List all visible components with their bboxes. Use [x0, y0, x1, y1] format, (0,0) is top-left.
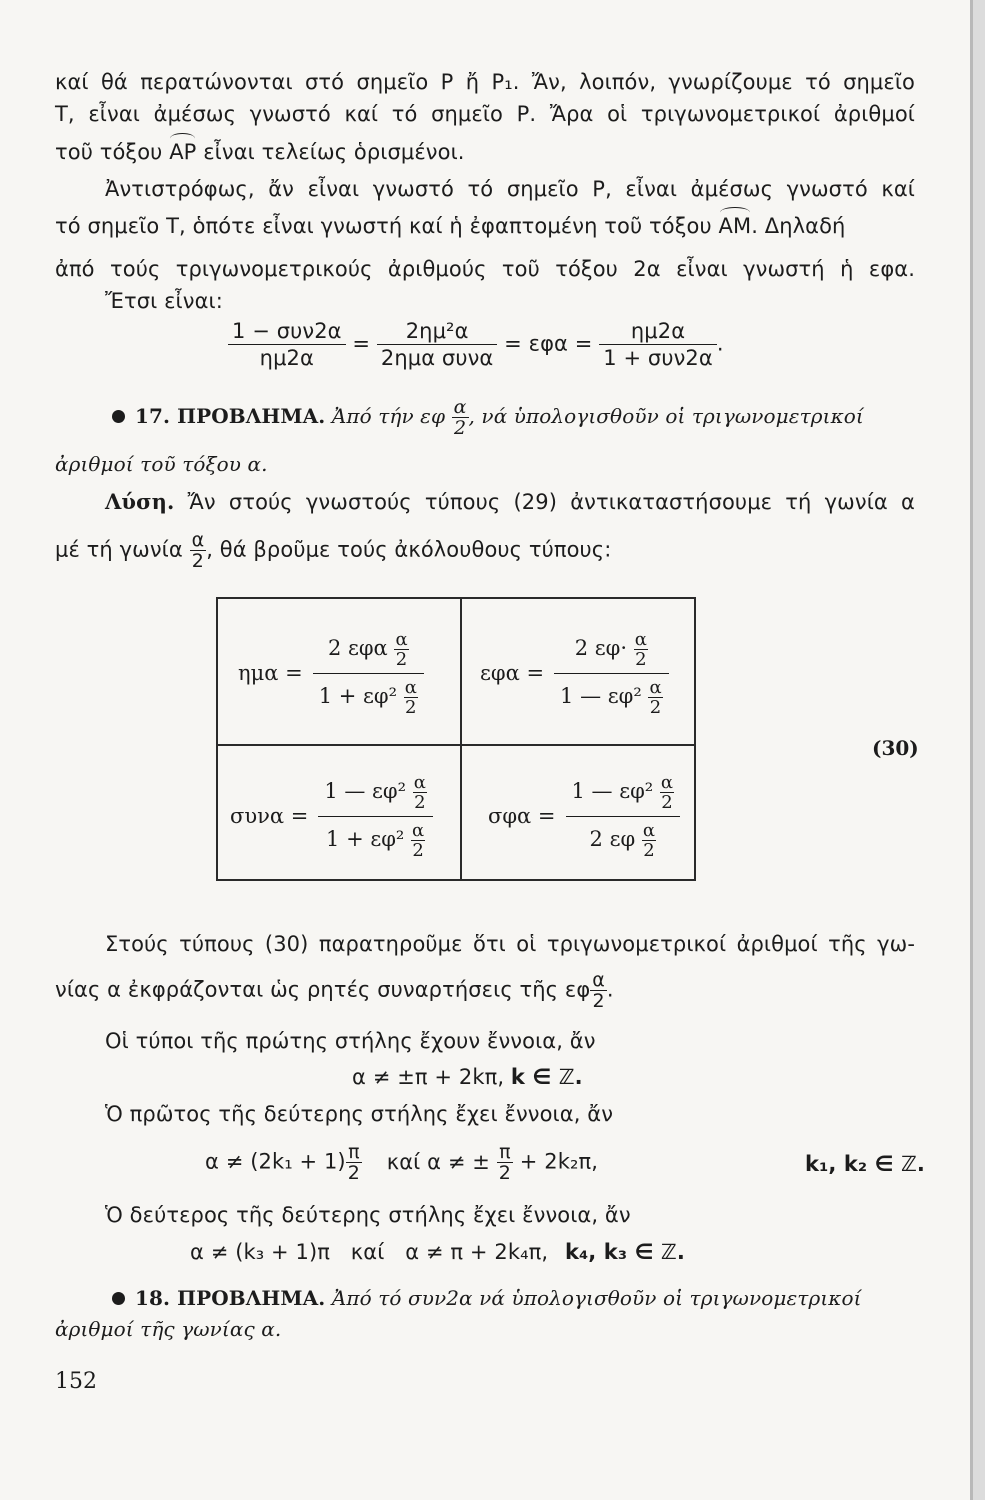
- page-edge: [970, 0, 985, 1500]
- fraction-3: [599, 318, 717, 371]
- lhs: εφα =: [480, 661, 545, 685]
- condition-set: k₁, k₂ ∈ ℤ.: [805, 1152, 925, 1176]
- numerator: ημ2α: [599, 318, 717, 345]
- solution-text: , θά βροῦμε τούς ἀκόλουθους τύπους:: [206, 537, 612, 562]
- after-line-1: Στούς τύπους (30) παρατηροῦμε ὅτι οἱ τριγωνομετρικοί ἀριθμοί τῆς γω-: [105, 932, 915, 956]
- condition-set: k ∈ ℤ.: [510, 1065, 583, 1089]
- lhs: ημα =: [238, 661, 303, 685]
- arc-AM: ΑΜ: [718, 214, 752, 238]
- text-fragment: εἶναι τελείως ὁρισμένοι.: [203, 140, 465, 164]
- equation-1: [228, 318, 788, 371]
- fraction-pi-over-2: $\frac{\pi}{2}$: [498, 1141, 511, 1184]
- problem-text: Ἀπό τό συν2α νά ὑπολογισθοῦν οἱ τριγωνομετρικοί: [331, 1286, 862, 1310]
- cell-cot: [488, 755, 692, 877]
- fraction-a-over-2: $\frac{\alpha}{2}$: [642, 819, 656, 861]
- after-line-5: Ὁ δεύτερος τῆς δεύτερης στήλης ἔχει ἔννοια, ἄν: [105, 1203, 631, 1227]
- numerator: 1 − συν2α: [228, 318, 346, 345]
- fraction-a-over-2: $\frac{\alpha}{2}$: [404, 676, 417, 718]
- condition-expr: α ≠ (k₃ + 1)π: [190, 1240, 331, 1264]
- fraction-1: [228, 318, 346, 371]
- numerator: 2 εφ· $\frac{\alpha}{2}$: [554, 630, 669, 674]
- cell-tan: [480, 613, 692, 733]
- denominator: ημ2α: [259, 346, 314, 370]
- cell-sin: [238, 613, 458, 733]
- problem-text: Ἀπό τήν εφ: [331, 404, 446, 428]
- condition-1: [352, 1065, 752, 1089]
- problem-18-line-2: ἀριθμοί τῆς γωνίας α.: [55, 1317, 282, 1341]
- formula-table-30: [216, 597, 696, 881]
- text-line-4: Ἀντιστρόφως, ἄν εἶναι γνωστό τό σημεῖο Ρ, εἶναι ἀμέσως γνωστό καί: [105, 177, 915, 201]
- solution-text: μέ τή γωνία: [55, 537, 183, 562]
- condition-expr: α ≠ π + 2k₄π,: [405, 1240, 549, 1264]
- bullet-icon: [112, 1292, 125, 1305]
- table-divider-vertical: [460, 599, 462, 879]
- formula-fraction: [566, 773, 681, 860]
- fraction-2: [377, 318, 497, 371]
- condition-expr: καί: [350, 1240, 385, 1264]
- formula-fraction: [318, 773, 433, 860]
- fraction-a-over-2: [452, 397, 469, 438]
- numerator: α: [453, 396, 467, 418]
- solution-text: Ἄν στούς γνωστούς τύπους (29) ἀντικαταστήσουμε τή γωνία α: [187, 490, 915, 514]
- fraction-a-over-2: $\frac{\alpha}{2}$: [660, 771, 674, 813]
- denominator: 2 εφ $\frac{\alpha}{2}$: [589, 819, 656, 861]
- numerator: 1 — εφ² $\frac{\alpha}{2}$: [318, 773, 433, 817]
- denominator: 1 + εφ² $\frac{\alpha}{2}$: [326, 819, 425, 861]
- fraction-a-over-2: $\frac{\alpha}{2}$: [413, 771, 426, 813]
- lhs: σφα =: [488, 804, 556, 828]
- solution-line-1: [105, 490, 915, 514]
- period: .: [716, 331, 724, 356]
- equation-number-30: (30): [872, 736, 919, 760]
- condition-expr: α ≠ (2k₁ + 1): [205, 1149, 346, 1174]
- text-line-6: ἀπό τούς τριγωνομετρικούς ἀριθμούς τοῦ τόξου 2α εἶναι γνωστή ἡ εφα.: [55, 257, 915, 281]
- text-fragment: τοῦ τόξου: [55, 140, 163, 164]
- text-fragment: . Δηλαδή: [751, 214, 846, 238]
- fraction-a-over-2: $\frac{\alpha}{2}$: [649, 676, 662, 718]
- denominator: 1 — εφ² $\frac{\alpha}{2}$: [560, 676, 662, 718]
- denominator: 1 + εφ² $\frac{\alpha}{2}$: [318, 676, 417, 718]
- problem-text: , νά ὑπολογισθοῦν οἱ τριγωνομετρικοί: [468, 404, 864, 428]
- numerator: 2ημ²α: [377, 318, 497, 345]
- fraction-a-over-2: $\frac{\alpha}{2}$: [592, 969, 605, 1012]
- text-line-2: Τ, εἶναι ἀμέσως γνωστό καί τό σημεῖο Ρ. Ἄρα οἱ τριγωνομετρικοί ἀριθμοί: [55, 102, 915, 126]
- numerator: 2 εφα $\frac{\alpha}{2}$: [313, 630, 424, 674]
- text-fragment: νίας α ἐκφράζονται ὡς ρητές συναρτήσεις τῆς εφ: [55, 977, 591, 1002]
- equals-tan: = εφα =: [504, 331, 593, 356]
- solution-label: Λύση.: [105, 489, 175, 514]
- problem-17-line-1: [112, 397, 917, 438]
- equals-sign: =: [352, 331, 371, 356]
- cell-cos: [230, 755, 458, 877]
- condition-expr: καί α ≠ ±: [386, 1149, 491, 1174]
- denominator: 2ημα συνα: [380, 346, 494, 370]
- condition-expr: α ≠ ±π + 2kπ,: [352, 1065, 505, 1089]
- problem-18-number: 18. ΠΡΟΒΛΗΜΑ.: [135, 1286, 326, 1310]
- condition-3: [190, 1240, 890, 1264]
- page-number: 152: [55, 1369, 97, 1394]
- problem-18-line-1: [112, 1286, 917, 1310]
- lhs: συνα =: [230, 804, 309, 828]
- arc-AP: ΑΡ: [169, 140, 197, 164]
- fraction-a-over-2: $\frac{\alpha}{2}$: [634, 628, 647, 670]
- fraction-a-over-2: $\frac{\alpha}{2}$: [395, 628, 408, 670]
- text-line-5: [55, 214, 915, 238]
- after-line-2: [55, 970, 915, 1011]
- numerator: 1 — εφ² $\frac{\alpha}{2}$: [566, 773, 681, 817]
- fraction-a-over-2: [190, 530, 207, 571]
- problem-17-number: 17. ΠΡΟΒΛΗΜΑ.: [135, 404, 326, 428]
- solution-line-2: [55, 530, 915, 571]
- after-line-4: Ὁ πρῶτος τῆς δεύτερης στήλης ἔχει ἔννοια, ἄν: [105, 1102, 614, 1126]
- denominator: 2: [453, 417, 467, 439]
- fraction-a-over-2: $\frac{\alpha}{2}$: [412, 819, 425, 861]
- fraction-pi-over-2: $\frac{\pi}{2}$: [347, 1141, 360, 1184]
- table-divider-horizontal: [218, 744, 694, 746]
- condition-expr: + 2k₂π,: [519, 1149, 599, 1174]
- denominator: 1 + συν2α: [603, 346, 713, 370]
- condition-2: [205, 1142, 925, 1183]
- bullet-icon: [112, 410, 125, 423]
- condition-set: k₄, k₃ ∈ ℤ.: [564, 1240, 685, 1264]
- formula-fraction: [313, 630, 424, 717]
- numerator: α: [191, 529, 205, 551]
- text-line-7: Ἔτσι εἶναι:: [105, 289, 223, 313]
- denominator: 2: [191, 550, 204, 572]
- text-line-3: [55, 140, 915, 164]
- text-line-1: καί θά περατώνονται στό σημεῖο Ρ ἤ Ρ₁. Ἄν, λοιπόν, γνωρίζουμε τό σημεῖο: [55, 70, 915, 94]
- text-fragment: τό σημεῖο Τ, ὁπότε εἶναι γνωστή καί ἡ ἐφαπτομένη τοῦ τόξου: [55, 214, 712, 238]
- formula-fraction: [554, 630, 669, 717]
- problem-17-line-2: ἀριθμοί τοῦ τόξου α.: [55, 452, 268, 476]
- after-line-3: Οἱ τύποι τῆς πρώτης στήλης ἔχουν ἔννοια, ἄν: [105, 1029, 596, 1053]
- period: .: [606, 977, 614, 1002]
